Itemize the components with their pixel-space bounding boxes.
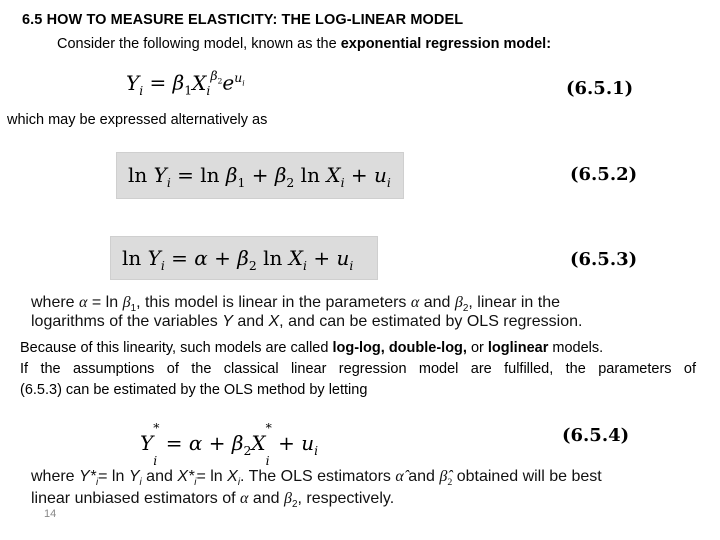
equation-number-6-5-3: (6.5.3) (570, 249, 638, 270)
slide-title: 6.5 HOW TO MEASURE ELASTICITY: THE LOG-LINEAR MODEL (22, 12, 464, 28)
equation-box-6-5-3 (110, 236, 378, 280)
intro-text (57, 36, 551, 52)
equation-box-6-5-2 (116, 152, 404, 199)
paragraph-line-2: If the assumptions of the classical linear regression model are fulfilled, the parameters of (20, 361, 696, 377)
intro-bold-term: exponential regression model: (340, 36, 552, 52)
equation-6-5-1: $Y_i = \beta_1X_i^{\beta_2}e^{u_i}$ (126, 68, 245, 98)
equation-6-5-4: Y* $_i = \alpha + \beta_2X^*$ $_i + u_i$ (140, 420, 319, 468)
linearity-paragraph (20, 338, 696, 401)
where-star-line-2: linear unbiased estimators of α and $\beta_2$, respectively. (31, 490, 395, 511)
equation-6-5-2: $\ln Y_i = \ln \beta_1 + \beta_2$ $\ln X_i + u_i$ (128, 163, 391, 190)
paragraph-line-1: Because of this linearity, such models are called log-log, double-log, or loglinear models. (20, 340, 604, 356)
equation-number-6-5-1: (6.5.1) (566, 78, 634, 99)
alternative-expression-text: which may be expressed alternatively as (7, 112, 268, 128)
equation-6-5-3: $\ln Y_i = \alpha + \beta_2$ $\ln X_i + u_i$ (122, 246, 354, 273)
paragraph-line-3: (6.5.3) can be estimated by the OLS method by letting (20, 382, 368, 398)
page-number: 14 (44, 508, 57, 520)
where-alpha-line-2: logarithms of the variables Y and X, and can be estimated by OLS regression. (31, 313, 583, 330)
where-alpha-line-1: where $\alpha = \ln \beta_1$, this model is linear in the parameters α and $\beta_2$, linear in the (31, 294, 560, 315)
intro-prefix: Consider the following model, known as the (57, 36, 341, 52)
where-star-line-1: where $Y*_i= \ln Y_i$ and $X*_i= \ln X_i$. The OLS estimators α̂ and $\betâ_2$ obtained will be best (31, 468, 602, 489)
equation-number-6-5-2: (6.5.2) (570, 164, 638, 185)
equation-number-6-5-4: (6.5.4) (562, 425, 630, 446)
